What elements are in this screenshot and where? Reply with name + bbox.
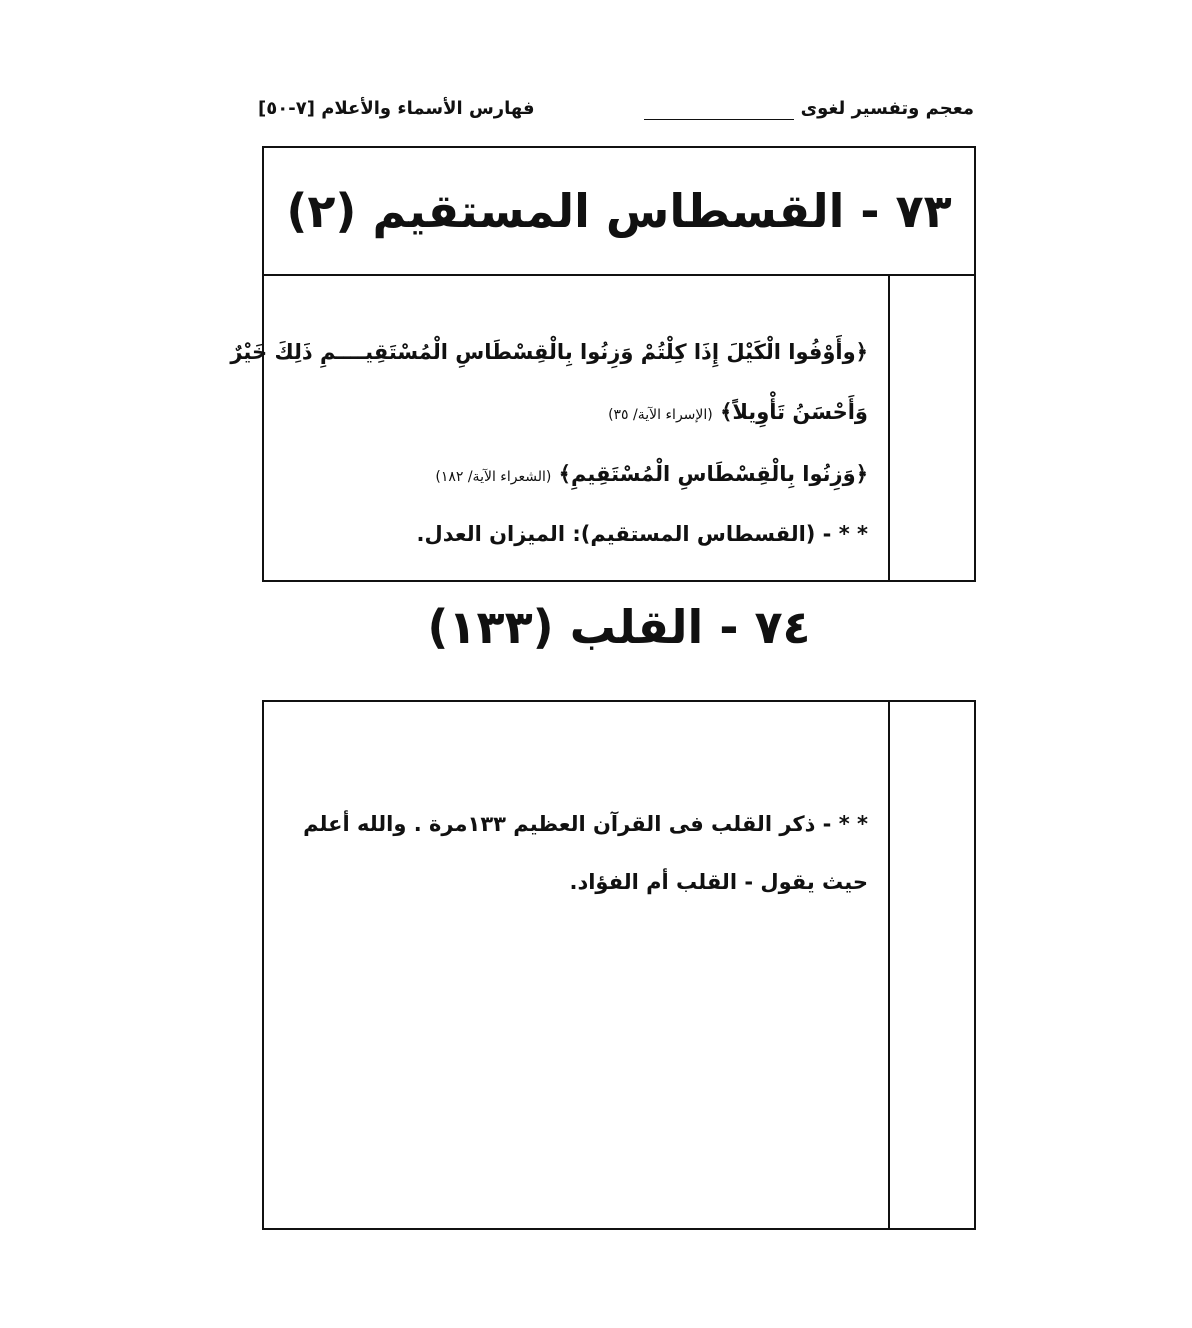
verse-1-line-2-text: وَأَحْسَنُ تَأْوِيلاً﴾	[720, 400, 868, 424]
verse-2-reference: (الشعراء الآية/ ١٨٢)	[435, 469, 552, 485]
entry-74-line-2: حيث يقول - القلب أم الفؤاد.	[569, 870, 868, 894]
entry-73-heading: ٧٣ - القسطاس المستقيم (٢)	[286, 184, 952, 238]
entry-74-line-1: * * - ذكر القلب فى القرآن العظيم ١٣٣مرة . والله أعلم	[303, 812, 868, 836]
section-title: فهارس الأسماء والأعلام [٧-٥٠]	[258, 98, 535, 119]
verse-1-line-1: ﴿وأَوْفُوا الْكَيْلَ إِذَا كِلْتُمْ وَزِنُوا بِالْقِسْطَاسِ الْمُسْتَقِيــــمِ ذَلِكَ خَيْرٌ	[230, 340, 868, 364]
verse-1-line-2	[608, 400, 868, 425]
margin-column	[888, 276, 890, 580]
running-header	[258, 98, 974, 128]
verse-2-line	[435, 462, 868, 487]
margin-column	[888, 702, 890, 1228]
entry-74-body-box	[262, 700, 976, 1230]
entry-74-heading: ٧٤ - القلب (١٣٣)	[427, 600, 811, 654]
entry-74-title-area	[262, 600, 976, 654]
verse-1-reference: (الإسراء الآية/ ٣٥)	[608, 407, 713, 423]
definition-line: * * - (القسطاس المستقيم): الميزان العدل.	[416, 522, 868, 546]
entry-73-title-box	[262, 146, 976, 276]
entry-73-body-box	[230, 274, 976, 582]
verse-2-text: ﴿وَزِنُوا بِالْقِسْطَاسِ الْمُسْتَقِيمِ﴾	[558, 462, 868, 486]
book-title: معجم وتفسير لغوى	[800, 98, 974, 119]
header-rule	[644, 119, 794, 120]
